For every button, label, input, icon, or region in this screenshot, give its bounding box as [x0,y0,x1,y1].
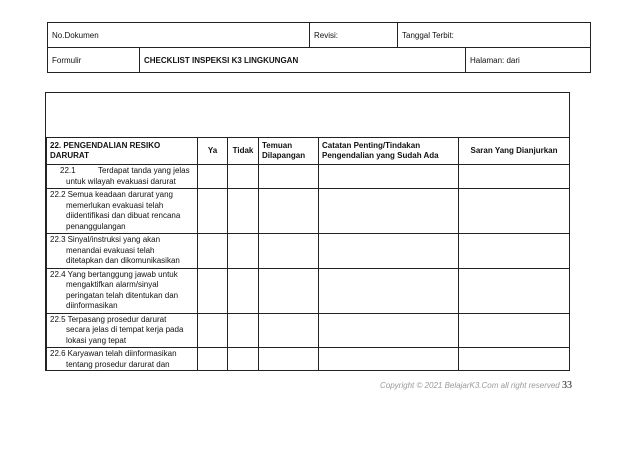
col-temuan-line1: Temuan [262,140,293,150]
item-first-line [50,166,194,177]
saran-cell[interactable] [459,313,570,348]
catatan-cell[interactable] [319,165,459,189]
ya-cell[interactable] [198,165,228,189]
tidak-cell[interactable] [228,268,259,313]
item-cell [47,268,198,313]
col-catatan [319,138,459,165]
col-catatan-line1: Catatan Penting/Tindakan [322,140,421,150]
ya-cell[interactable] [198,348,228,372]
temuan-cell[interactable] [259,268,319,313]
item-text-continued: tentang prosedur darurat dan [66,359,170,369]
col-temuan-line2: Dilapangan [262,151,306,160]
section-title: 22. PENGENDALIAN RESIKO DARURAT [47,138,198,165]
table-row [47,165,570,189]
saran-cell[interactable] [459,165,570,189]
item-number: 22.6 [50,349,66,358]
item-text-continued: peringatan telah ditentukan dan [66,290,179,300]
item-first-line [50,349,194,360]
item-first-line [50,315,194,326]
saran-cell[interactable] [459,234,570,269]
item-text-continued: penanggulangan [66,221,126,231]
item-number: 22.1 [60,166,76,175]
table-header-row [47,138,570,165]
item-number: 22.2 [50,190,66,199]
page-label: Halaman: dari [466,48,591,73]
item-number: 22.3 [50,235,66,244]
col-catatan-line2: Pengendalian yang Sudah Ada [322,151,439,160]
item-text-continued: mengaktifkan alarm/sinyal [66,280,159,289]
item-text-continued: lokasi yang tepat [66,335,127,345]
page-number: 33 [562,380,572,391]
catatan-cell[interactable] [319,234,459,269]
item-cell [47,313,198,348]
item-text: Semua keadaan darurat yang [67,190,173,199]
temuan-cell[interactable] [259,234,319,269]
document-header [47,22,591,73]
temuan-cell[interactable] [259,165,319,189]
col-tidak: Tidak [228,138,259,165]
item-cell [47,348,198,372]
form-label: Formulir [48,48,140,73]
item-text: Terpasang prosedur darurat [67,314,167,324]
checklist-table [46,137,570,371]
catatan-cell[interactable] [319,313,459,348]
copyright-text: Copyright © 2021 BelajarK3.Com all right reserved [380,381,560,390]
item-first-line [50,190,194,201]
item-text-continued: untuk wilayah evakuasi darurat [66,176,176,186]
temuan-cell[interactable] [259,348,319,372]
col-temuan [259,138,319,165]
doc-number-label: No.Dokumen [48,23,310,48]
col-ya: Ya [198,138,228,165]
item-first-line [50,270,194,281]
tidak-cell[interactable] [228,313,259,348]
item-cell [47,189,198,234]
catatan-cell[interactable] [319,189,459,234]
footer [380,380,572,391]
catatan-cell[interactable] [319,268,459,313]
item-cell [47,165,198,189]
tidak-cell[interactable] [228,165,259,189]
saran-cell[interactable] [459,189,570,234]
tidak-cell[interactable] [228,348,259,372]
table-row [47,268,570,313]
item-first-line [50,235,194,246]
item-text-continued: memerlukan evakuasi telah [66,200,164,210]
table-row [47,234,570,269]
item-text-continued: diidentifikasi dan dibuat rencana [66,211,181,220]
item-text-continued: diinformasikan [66,301,118,310]
catatan-cell[interactable] [319,348,459,372]
checklist-frame [45,92,570,371]
item-number: 22.4 [50,269,66,279]
item-text-continued: secara jelas di tempat kerja pada [66,325,184,334]
issue-date-label: Tanggal Terbit: [398,23,591,48]
item-number: 22.5 [50,314,66,324]
revision-label: Revisi: [310,23,398,48]
item-text: Yang bertanggung jawab untuk [67,269,178,279]
ya-cell[interactable] [198,268,228,313]
temuan-cell[interactable] [259,313,319,348]
tidak-cell[interactable] [228,189,259,234]
ya-cell[interactable] [198,189,228,234]
col-saran: Saran Yang Dianjurkan [459,138,570,165]
item-text-continued: ditetapkan dan dikomunikasikan [66,256,180,265]
item-text: Terdapat tanda yang jelas [98,166,190,175]
ya-cell[interactable] [198,234,228,269]
ya-cell[interactable] [198,313,228,348]
temuan-cell[interactable] [259,189,319,234]
item-text: Karyawan telah diinformasikan [67,349,177,358]
saran-cell[interactable] [459,268,570,313]
item-text: Sinyal/instruksi yang akan [67,235,161,244]
item-cell [47,234,198,269]
table-row [47,313,570,348]
form-title: CHECKLIST INSPEKSI K3 LINGKUNGAN [140,48,466,73]
tidak-cell[interactable] [228,234,259,269]
saran-cell[interactable] [459,348,570,372]
table-row [47,189,570,234]
table-row [47,348,570,372]
item-text-continued: menandai evakuasi telah [66,245,155,255]
